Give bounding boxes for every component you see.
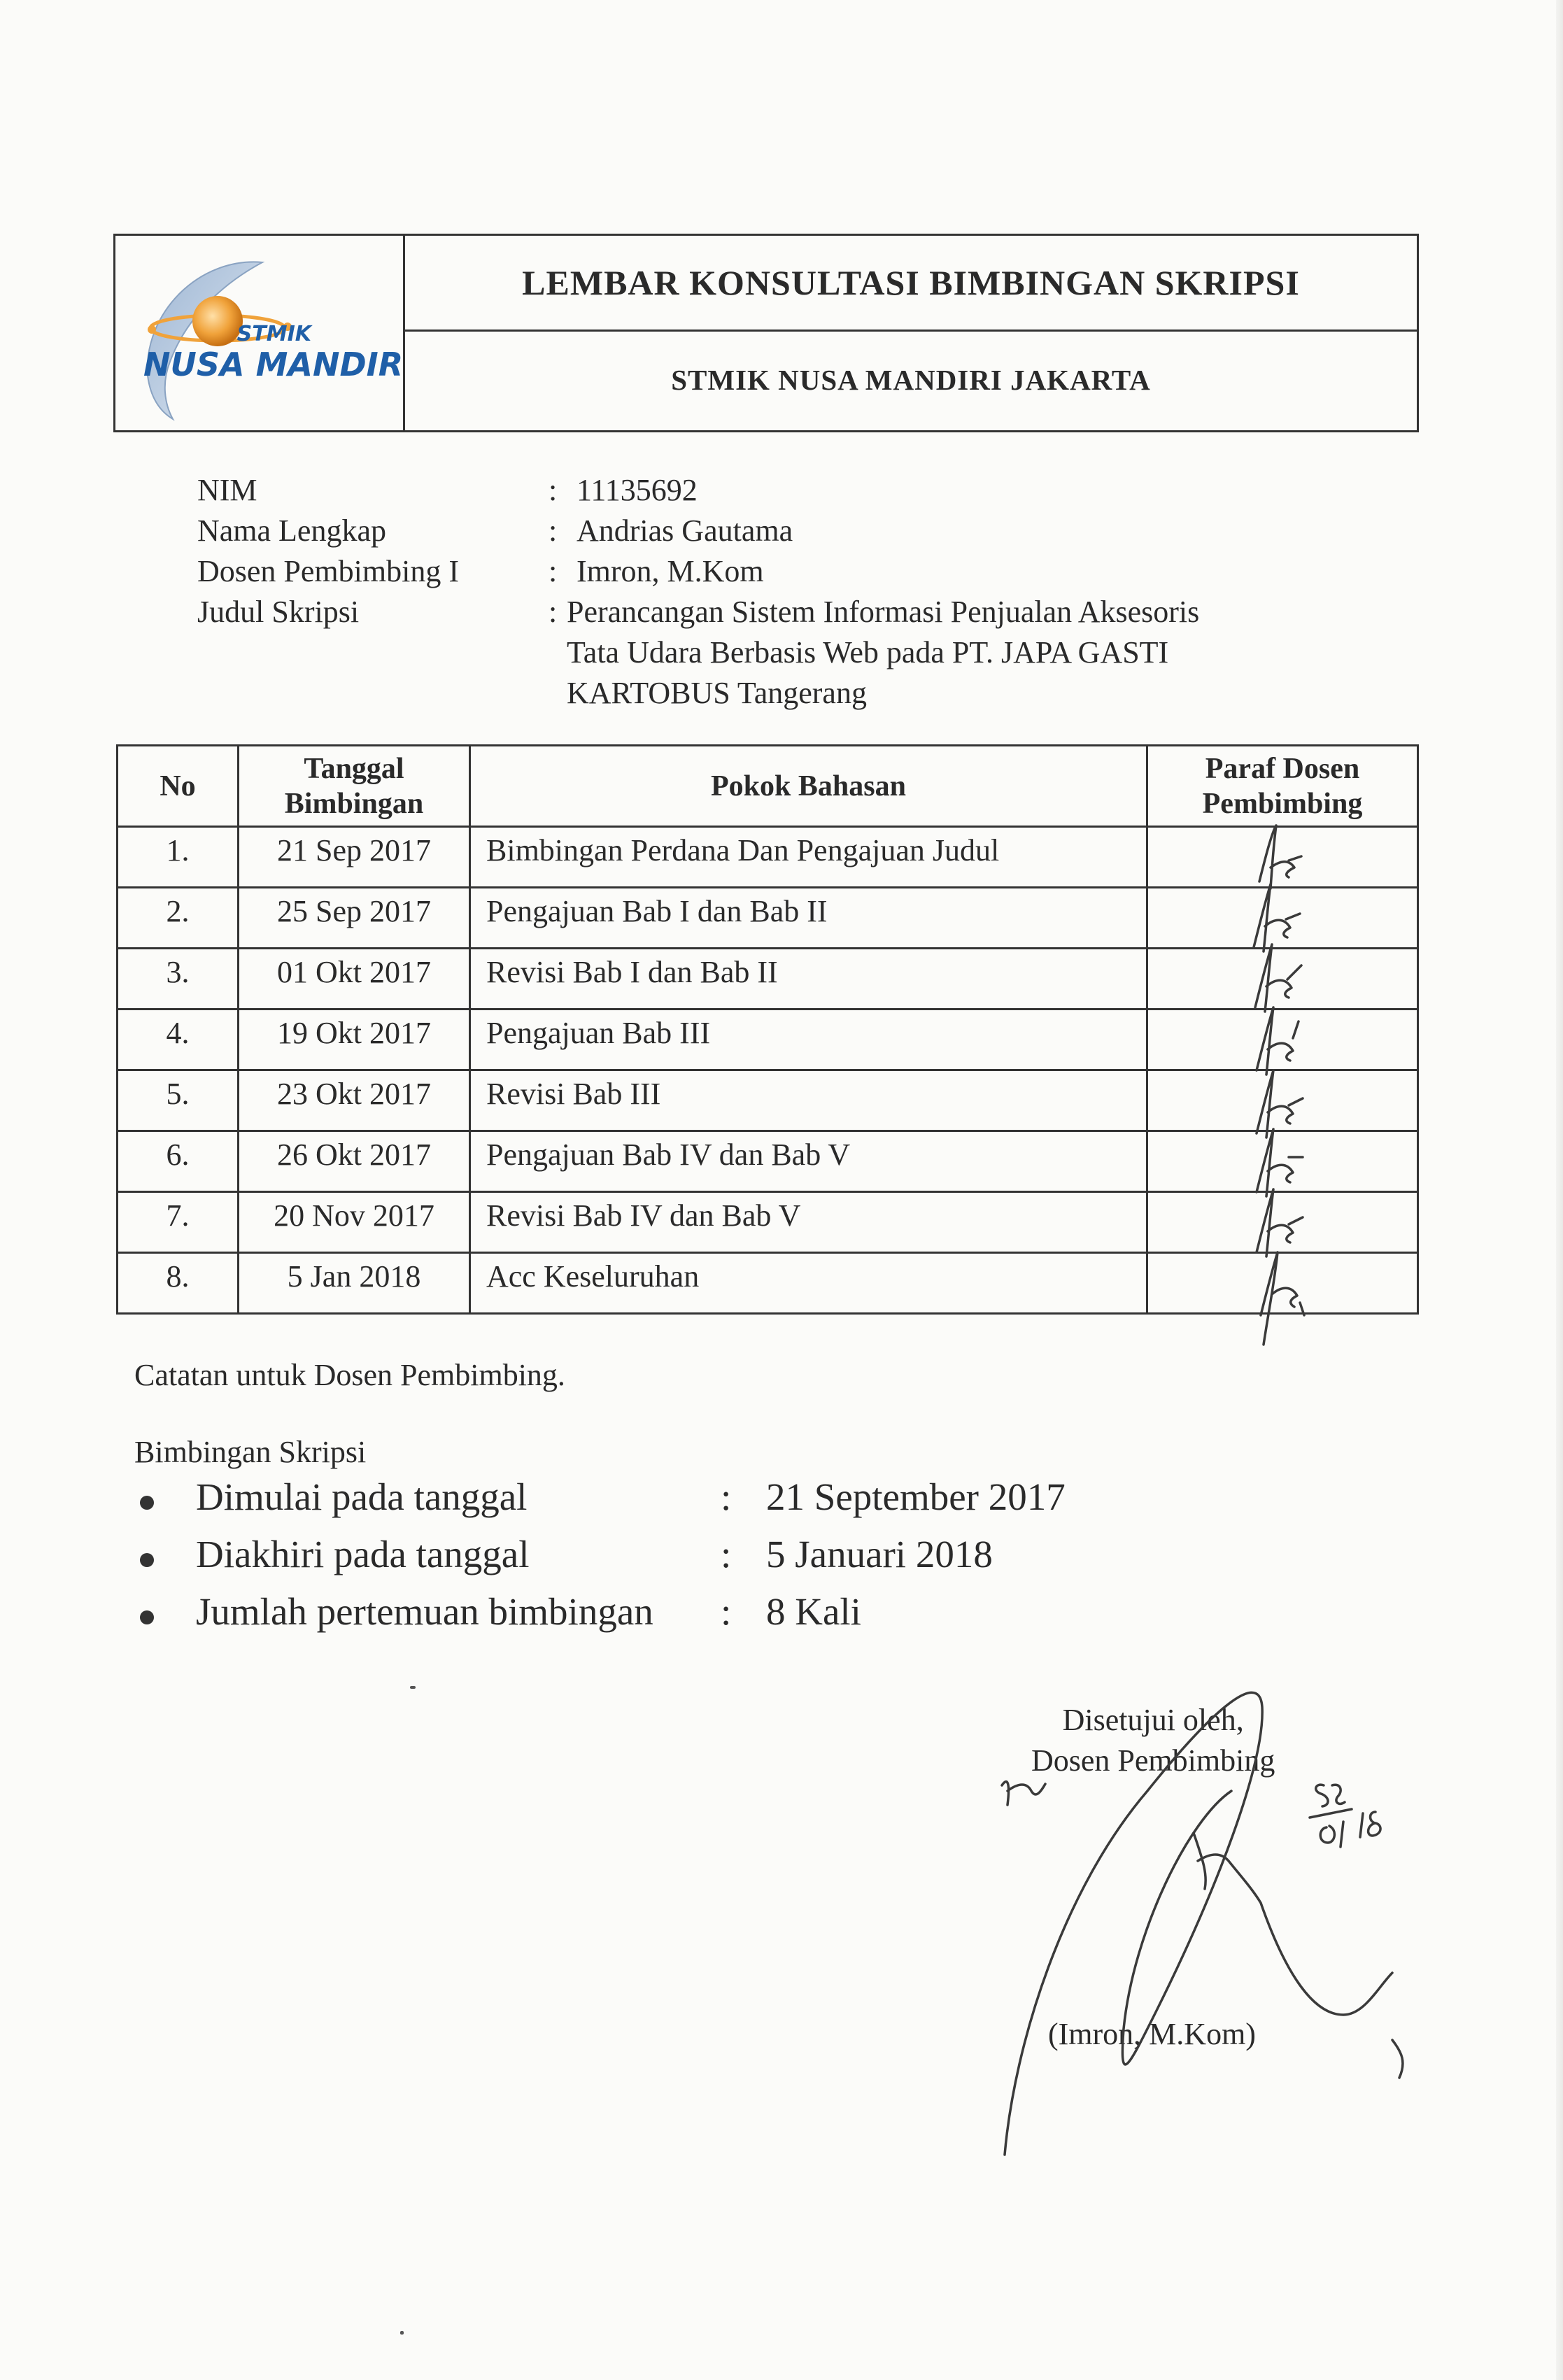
- row-signature: [1147, 827, 1418, 888]
- table-row: [118, 1010, 1418, 1070]
- row-topic: Revisi Bab IV dan Bab V: [470, 1192, 1147, 1253]
- row-date: 19 Okt 2017: [239, 1010, 470, 1070]
- colon: :: [721, 1533, 732, 1575]
- row-date: 25 Sep 2017: [239, 888, 470, 949]
- header-no: No: [118, 746, 239, 827]
- table-row: [118, 1070, 1418, 1131]
- row-no: 1.: [118, 827, 239, 888]
- row-signature: [1147, 1070, 1418, 1131]
- thesis-line-2: Tata Udara Berbasis Web pada PT. JAPA GASTI: [567, 635, 1169, 670]
- approval-block: [1031, 1700, 1275, 1781]
- thesis-line-3: KARTOBUS Tangerang: [567, 676, 867, 710]
- nim-value: 11135692: [577, 473, 698, 507]
- summary-count-label: Jumlah pertemuan bimbingan: [196, 1590, 653, 1633]
- bullet-icon: [140, 1553, 154, 1567]
- row-signature: [1147, 1192, 1418, 1253]
- row-date: 26 Okt 2017: [239, 1131, 470, 1192]
- advisor-value: Imron, M.Kom: [577, 554, 764, 588]
- row-no: 6.: [118, 1131, 239, 1192]
- row-date: 21 Sep 2017: [239, 827, 470, 888]
- advisor-note: Catatan untuk Dosen Pembimbing.: [134, 1358, 565, 1392]
- bullet-icon: [140, 1496, 154, 1510]
- colon: :: [549, 513, 558, 548]
- header-sign: [1147, 746, 1418, 827]
- approval-line-1: Disetujui oleh,: [1062, 1703, 1244, 1737]
- handwritten-date-icon: [1310, 1785, 1380, 1847]
- row-date: 20 Nov 2017: [239, 1192, 470, 1253]
- header-date: [239, 746, 470, 827]
- header-sign-line2: Pembimbing: [1202, 787, 1363, 820]
- row-topic: Pengajuan Bab IV dan Bab V: [470, 1131, 1147, 1192]
- row-no: 3.: [118, 949, 239, 1010]
- thesis-line-1: Perancangan Sistem Informasi Penjualan Aksesoris: [567, 595, 1200, 629]
- logo-bottom-text: NUSA MANDIRI: [143, 346, 401, 383]
- colon: :: [549, 595, 558, 629]
- approver-name: (Imron, M.Kom): [1048, 2017, 1256, 2051]
- table-row: [118, 827, 1418, 888]
- stmik-logo-icon: [115, 236, 401, 430]
- name-value: Andrias Gautama: [577, 513, 793, 548]
- table-row: [118, 949, 1418, 1010]
- row-no: 7.: [118, 1192, 239, 1253]
- consultation-table: [116, 744, 1419, 1315]
- colon: :: [549, 554, 558, 588]
- row-date: 01 Okt 2017: [239, 949, 470, 1010]
- summary-count-value: 8 Kali: [766, 1590, 861, 1633]
- row-topic: Revisi Bab I dan Bab II: [470, 949, 1147, 1010]
- row-no: 8.: [118, 1253, 239, 1314]
- row-date: 5 Jan 2018: [239, 1253, 470, 1314]
- table-header-row: [118, 746, 1418, 827]
- row-no: 5.: [118, 1070, 239, 1131]
- row-date: 23 Okt 2017: [239, 1070, 470, 1131]
- thesis-label: Judul Skripsi: [197, 595, 360, 629]
- summary-end-value: 5 Januari 2018: [766, 1533, 993, 1575]
- table-row: [118, 888, 1418, 949]
- colon: :: [721, 1475, 732, 1518]
- row-topic: Bimbingan Perdana Dan Pengajuan Judul: [470, 827, 1147, 888]
- row-signature: [1147, 1010, 1418, 1070]
- institution-name: STMIK NUSA MANDIRI JAKARTA: [671, 364, 1151, 396]
- subtitle-cell: [405, 330, 1417, 430]
- row-signature: [1147, 888, 1418, 949]
- approval-line-2: Dosen Pembimbing: [1031, 1743, 1275, 1778]
- row-signature: [1147, 949, 1418, 1010]
- row-no: 2.: [118, 888, 239, 949]
- advisor-label: Dosen Pembimbing I: [197, 554, 459, 588]
- header-date-line2: Bimbingan: [284, 787, 424, 820]
- summary-start-value: 21 September 2017: [766, 1475, 1066, 1518]
- row-no: 4.: [118, 1010, 239, 1070]
- row-signature: [1147, 1131, 1418, 1192]
- logo-top-text: STMIK: [236, 322, 311, 346]
- row-topic: Pengajuan Bab III: [470, 1010, 1147, 1070]
- scan-speck: [400, 2331, 404, 2335]
- nim-label: NIM: [197, 473, 257, 507]
- page-edge: [1556, 0, 1563, 2380]
- summary-title: Bimbingan Skripsi: [134, 1435, 367, 1469]
- colon: :: [549, 473, 558, 507]
- table-row: [118, 1253, 1418, 1314]
- row-topic: Pengajuan Bab I dan Bab II: [470, 888, 1147, 949]
- row-topic: Acc Keseluruhan: [470, 1253, 1147, 1314]
- scan-speck: [410, 1686, 416, 1689]
- document-header: [113, 234, 1419, 432]
- name-label: Nama Lengkap: [197, 513, 386, 548]
- table-row: [118, 1131, 1418, 1192]
- summary-end-label: Diakhiri pada tanggal: [196, 1533, 530, 1575]
- page-title: LEMBAR KONSULTASI BIMBINGAN SKRIPSI: [522, 263, 1300, 302]
- title-cell: [405, 236, 1417, 332]
- summary-start-label: Dimulai pada tanggal: [196, 1475, 528, 1518]
- row-topic: Revisi Bab III: [470, 1070, 1147, 1131]
- header-date-line1: Tanggal: [304, 752, 404, 785]
- table-row: [118, 1192, 1418, 1253]
- row-signature: [1147, 1253, 1418, 1314]
- logo: [115, 236, 405, 430]
- colon: :: [721, 1590, 732, 1633]
- header-sign-line1: Paraf Dosen: [1205, 752, 1360, 785]
- bullet-icon: [140, 1610, 154, 1624]
- header-topic: Pokok Bahasan: [470, 746, 1147, 827]
